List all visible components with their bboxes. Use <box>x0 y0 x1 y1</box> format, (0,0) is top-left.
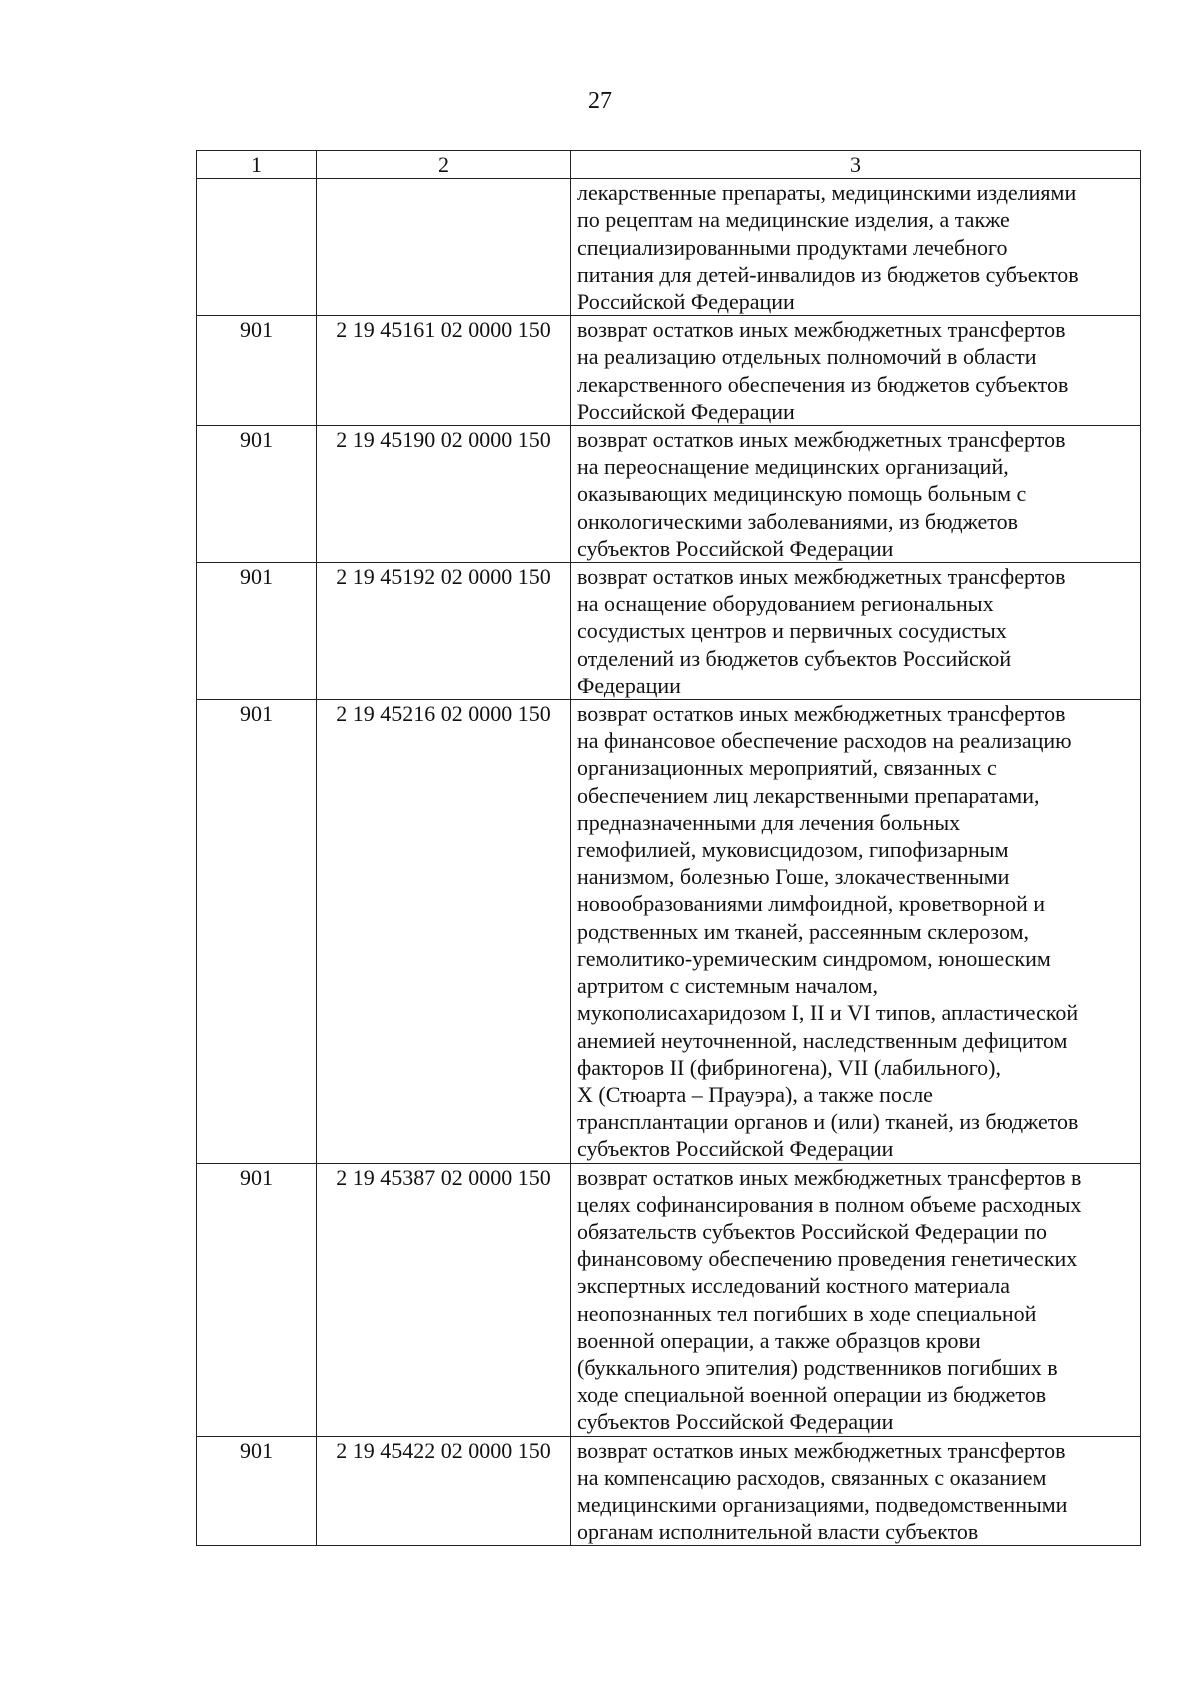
description-line: лекарственного обеспечения из бюджетов субъектов <box>577 371 1069 397</box>
description-line: специализированными продуктами лечебного <box>577 234 1008 260</box>
admin-code-cell: 901 <box>197 563 317 700</box>
description-line: финансовому обеспечению проведения генетических <box>577 1246 1078 1272</box>
description-line: Федерации <box>577 672 681 698</box>
description-line: родственных им тканей, рассеянным склерозом, <box>577 918 1029 944</box>
budget-classification-code-cell: 2 19 45190 02 0000 150 <box>317 426 571 563</box>
description-line: организационных мероприятий, связанных с <box>577 755 997 781</box>
description-line: субъектов Российской Федерации <box>577 1136 894 1162</box>
description-line: возврат остатков иных межбюджетных трансфертов <box>577 564 1066 590</box>
description-line: предназначенными для лечения больных <box>577 809 961 835</box>
description-line: артритом с системным началом, <box>577 973 878 999</box>
description-line: Российской Федерации <box>577 289 795 315</box>
description-line: на компенсацию расходов, связанных с оказанием <box>577 1464 1047 1490</box>
description-cell <box>571 1436 1141 1546</box>
description-line: субъектов Российской Федерации <box>577 535 894 561</box>
description-line: обязательств субъектов Российской Федерации по <box>577 1218 1047 1244</box>
table-row <box>197 700 1141 1163</box>
description-line: экспертных исследований костного материала <box>577 1273 1010 1299</box>
budget-classification-code-cell: 2 19 45216 02 0000 150 <box>317 700 571 1163</box>
description-line: возврат остатков иных межбюджетных трансфертов <box>577 317 1066 343</box>
budget-classification-code-cell: 2 19 45192 02 0000 150 <box>317 563 571 700</box>
description-line: обеспечением лиц лекарственными препаратами, <box>577 782 1040 808</box>
description-line: отделений из бюджетов субъектов Российской <box>577 645 1012 671</box>
budget-classification-code-cell: 2 19 45161 02 0000 150 <box>317 316 571 426</box>
admin-code-cell <box>197 179 317 316</box>
description-line: гемолитико-уремическим синдромом, юношеским <box>577 945 1051 971</box>
page-number: 27 <box>588 88 612 114</box>
table-header <box>197 151 1141 179</box>
description-line: нанизмом, болезнью Гоше, злокачественными <box>577 864 1010 890</box>
description-line: органам исполнительной власти субъектов <box>577 1519 979 1545</box>
header-col-1: 1 <box>197 151 317 179</box>
description-line: военной операции, а также образцов крови <box>577 1327 981 1353</box>
description-cell <box>571 563 1141 700</box>
description-line: лекарственные препараты, медицинскими изделиями <box>577 180 1077 206</box>
description-line: новообразованиями лимфоидной, кроветворной и <box>577 891 1046 917</box>
budget-classification-code-cell <box>317 179 571 316</box>
description-cell <box>571 700 1141 1163</box>
description-line: анемией неуточненной, наследственным дефицитом <box>577 1027 1068 1053</box>
description-line: мукополисахаридозом I, II и VI типов, апластической <box>577 1000 1079 1026</box>
description-line: трансплантации органов и (или) тканей, из бюджетов <box>577 1109 1079 1135</box>
table-row <box>197 316 1141 426</box>
admin-code-cell: 901 <box>197 1436 317 1546</box>
description-cell <box>571 316 1141 426</box>
admin-code-cell: 901 <box>197 700 317 1163</box>
budget-codes-table <box>196 150 1141 1546</box>
table-row <box>197 1163 1141 1436</box>
description-line: оказывающих медицинскую помощь больным с <box>577 481 1027 507</box>
description-line: питания для детей-инвалидов из бюджетов субъектов <box>577 261 1079 287</box>
description-line: субъектов Российской Федерации <box>577 1409 894 1435</box>
description-line: возврат остатков иных межбюджетных трансфертов <box>577 427 1066 453</box>
description-line: по рецептам на медицинские изделия, а также <box>577 207 1010 233</box>
description-line: гемофилией, муковисцидозом, гипофизарным <box>577 837 1009 863</box>
description-cell <box>571 426 1141 563</box>
table-row <box>197 426 1141 563</box>
description-line: на финансовое обеспечение расходов на реализацию <box>577 728 1072 754</box>
table-row <box>197 179 1141 316</box>
admin-code-cell: 901 <box>197 426 317 563</box>
table-body <box>197 179 1141 1546</box>
description-line: возврат остатков иных межбюджетных трансфертов <box>577 701 1066 727</box>
description-line: медицинскими организациями, подведомственными <box>577 1491 1068 1517</box>
table-row <box>197 563 1141 700</box>
table-row <box>197 1436 1141 1546</box>
description-line: сосудистых центров и первичных сосудистых <box>577 618 1007 644</box>
description-line: на переоснащение медицинских организаций, <box>577 454 1009 480</box>
description-line: на оснащение оборудованием региональных <box>577 591 994 617</box>
description-line: X (Стюарта – Прауэра), а также после <box>577 1081 933 1107</box>
header-row <box>197 151 1141 179</box>
description-cell <box>571 1163 1141 1436</box>
description-cell <box>571 179 1141 316</box>
budget-classification-code-cell: 2 19 45422 02 0000 150 <box>317 1436 571 1546</box>
description-line: возврат остатков иных межбюджетных трансфертов <box>577 1437 1066 1463</box>
budget-classification-code-cell: 2 19 45387 02 0000 150 <box>317 1163 571 1436</box>
description-line: на реализацию отдельных полномочий в области <box>577 344 1037 370</box>
description-line: факторов II (фибриногена), VII (лабильного), <box>577 1054 1002 1080</box>
description-line: (буккального эпителия) родственников погибших в <box>577 1354 1058 1380</box>
description-line: ходе специальной военной операции из бюджетов <box>577 1382 1047 1408</box>
admin-code-cell: 901 <box>197 1163 317 1436</box>
admin-code-cell: 901 <box>197 316 317 426</box>
header-col-2: 2 <box>317 151 571 179</box>
description-line: целях софинансирования в полном объеме расходных <box>577 1191 1082 1217</box>
description-line: онкологическими заболеваниями, из бюджетов <box>577 508 1019 534</box>
description-line: неопознанных тел погибших в ходе специальной <box>577 1300 1037 1326</box>
description-line: возврат остатков иных межбюджетных трансфертов в <box>577 1164 1082 1190</box>
header-col-3: 3 <box>571 151 1141 179</box>
description-line: Российской Федерации <box>577 398 795 424</box>
